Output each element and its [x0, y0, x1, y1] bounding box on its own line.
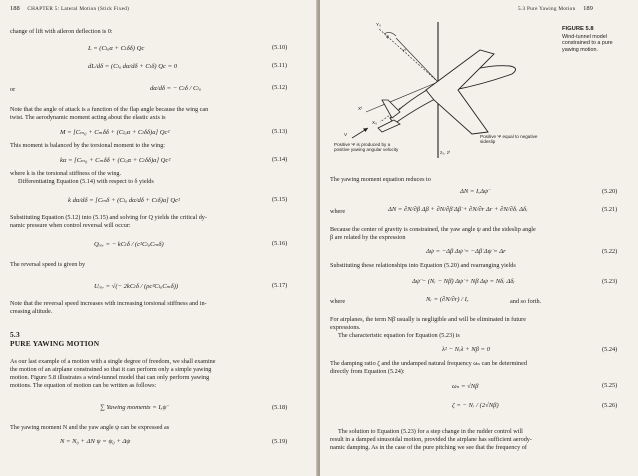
text-line: change of lift with aileron deflection is 0:: [10, 28, 113, 35]
paragraph-line: namic damping. As in the case of the pure pitching we see that the frequency of: [330, 444, 527, 451]
paragraph-line: For airplanes, the term Nβ̇ usually is negligible and will be eliminated in future: [330, 316, 526, 323]
equation-number: (5.13): [272, 128, 288, 135]
text-where: where: [330, 208, 346, 215]
wing-shape: [426, 50, 494, 134]
paragraph-line: result in a damped sinusoidal motion, provided the airplane has sufficient aerody-: [330, 436, 532, 443]
paragraph-line: The reversal speed is given by: [10, 261, 86, 268]
page-number-right: 189: [583, 5, 593, 12]
label-v: V: [344, 132, 348, 137]
page-number-left: 188: [10, 5, 20, 12]
paragraph-line: creasing altitude.: [10, 308, 53, 315]
equation-5-22: Δψ = −Δβ Δψ̇ = −Δβ̇ Δψ̇ = Δr: [426, 248, 506, 255]
section-number: 5.3: [10, 330, 20, 339]
paragraph-line: the motion of an airplane constrained so that it can perform only a simple yawing: [10, 366, 212, 373]
stabilizer-shape: [378, 120, 400, 132]
paragraph-line: Because the center of gravity is constrained, the yaw angle ψ and the sideslip angle: [330, 226, 536, 233]
equation-number: (5.26): [602, 402, 618, 409]
equation-5-24: λ² − Nᵣλ + Nβ = 0: [442, 346, 490, 353]
left-page: [0, 0, 318, 476]
equation-number: (5.10): [272, 44, 288, 51]
note-yawing-velocity: Positive Ψ is produced by a positive yawing angular velocity: [334, 142, 399, 153]
text-or: or: [10, 86, 16, 93]
equation-number: (5.17): [272, 282, 288, 289]
equation-number: (5.23): [602, 278, 618, 285]
paragraph-line: This moment is balanced by the torsional moment to the wing:: [10, 142, 166, 149]
equation-5-21: ΔN = ∂N/∂β Δβ + ∂N/∂β̇ Δβ̇ + ∂N/∂r Δr + ∂N/∂δᵣ Δδᵣ: [388, 206, 528, 213]
paragraph-line: namic pressure when control reversal will occur:: [10, 222, 131, 229]
note-positive-psi: Positive Ψ equal to negative sideslip: [480, 134, 538, 145]
figure-caption: Wind-tunnel model constrained to a pure yawing motion.: [562, 34, 613, 53]
figure-title: FIGURE 5.8: [562, 26, 594, 32]
arrowhead-icon: [363, 128, 368, 132]
right-page: [320, 0, 638, 476]
equation-5-12: dα/dδ = − Cₗδ / Cₗₐ: [150, 85, 201, 92]
equation-number: (5.11): [272, 62, 287, 69]
chapter-title: CHAPTER 5: Lateral Motion (Stick Fixed): [27, 6, 130, 12]
paragraph-line: Differentiating Equation (5.14) with respect to δ yields: [18, 178, 154, 185]
equation-number: (5.16): [272, 240, 288, 247]
equation-5-26: ζ = − Nᵣ / (2√Nβ): [452, 402, 499, 409]
equation-5-23: Δψ̈ − (Nᵣ − Nβ̇) Δψ̇ + Nβ Δψ = Nδᵣ Δδᵣ: [412, 278, 516, 285]
paragraph-line: directly from Equation (5.24):: [330, 368, 405, 375]
equation-number: (5.14): [272, 156, 288, 163]
paragraph-line: Note that the reversal speed increases with increasing torsional stiffness and in-: [10, 300, 207, 307]
equation-number: (5.25): [602, 382, 618, 389]
page-header-right: [518, 5, 593, 12]
paragraph-line: The solution to Equation (5.23) for a step change in the rudder control will: [338, 428, 523, 435]
equation-number: (5.21): [602, 206, 618, 213]
paragraph-line: motions. The equation of motion can be written as follows:: [10, 382, 157, 389]
equation-nr-definition: Nᵣ = (∂N/∂r) / Iₓ: [426, 296, 469, 303]
page-header-left: [10, 5, 129, 12]
paragraph-line: The yawing moment N and the yaw angle ψ can be expressed as: [10, 424, 170, 431]
label-psi: ψ: [386, 34, 390, 39]
equation-number: (5.18): [272, 404, 288, 411]
paragraph-line: expressions.: [330, 324, 361, 331]
axis-line: [396, 38, 438, 82]
label-y0: Y₀: [376, 22, 381, 27]
equation-5-18: ∑ Yawing moments = Iₓψ̈: [100, 404, 167, 411]
text-and-so-forth: and so forth.: [510, 298, 542, 305]
equation-5-15: k dα/dδ = [Cₘδ + (Cₗₐ dα/dδ + Cₗδ)a] Qc²: [68, 197, 180, 204]
equation-number: (5.19): [272, 438, 288, 445]
paragraph-line: Substituting Equation (5.12) into (5.15) and solving for Q yields the critical dy-: [10, 214, 207, 221]
label-yf: Yᶠ: [402, 48, 407, 53]
equation-number: (5.20): [602, 188, 618, 195]
equation-number: (5.12): [272, 84, 288, 91]
equation-number: (5.24): [602, 346, 618, 353]
label-x0: X₀: [372, 120, 377, 125]
equation-5-14: kα = [Cₘ₀ + Cₘδδ + (Cₗₐα + Cₗδδ)a] Qc²: [60, 157, 171, 164]
equation-5-17: Uᵣₑᵥ = √(− 2kCₗδ / (ρc²CₗₐCₘδ)): [94, 283, 179, 290]
equation-5-20: ΔN = IₓΔψ̈: [460, 188, 489, 195]
equation-5-16: Qᵣₑᵥ = − kCₗδ / (c²CₗₐCₘδ): [94, 241, 164, 248]
equation-5-11: dL/dδ = (Cₗₐ dα/dδ + Cₗδ) Qc = 0: [88, 63, 178, 70]
equation-5-13: M = [Cₘ₀ + Cₘδδ + (Cₗₐα + Cₗδδ)a] Qc²: [60, 129, 170, 136]
paragraph-line: The yawing moment equation reduces to: [330, 176, 431, 183]
label-xf: Xᶠ: [358, 106, 363, 111]
equation-number: (5.22): [602, 248, 618, 255]
label-z0: z₀, zᶠ: [440, 150, 451, 155]
equation-5-25: ωₙ = √Nβ: [452, 383, 479, 390]
equation-number: (5.15): [272, 196, 288, 203]
paragraph-line: As our last example of a motion with a single degree of freedom, we shall examine: [10, 358, 216, 365]
paragraph-line: The characteristic equation for Equation (5.23) is: [338, 332, 460, 339]
text-where: where: [330, 298, 346, 305]
paragraph-line: The damping ratio ζ and the undamped natural frequency ωₙ can be determined: [330, 360, 527, 367]
paragraph-line: Substituting these relationships into Equation (5.20) and rearranging yields: [330, 262, 516, 269]
paragraph-line: Note that the angle of attack is a function of the flap angle because the wing can: [10, 106, 209, 113]
section-header: 5.3 Pure Yawing Motion: [518, 6, 576, 12]
paragraph-line: motion. Figure 5.8 illustrates a wind-tunnel model that can only perform yawing: [10, 374, 210, 381]
paragraph-line: β are related by the expression: [330, 234, 406, 241]
section-title: PURE YAWING MOTION: [10, 339, 100, 348]
paragraph-line: where k is the torsional stiffness of the wing.: [10, 170, 122, 177]
equation-5-10: L = (Cₗₐα + Cₗδδ) Qc: [88, 45, 145, 52]
equation-5-19: N = N₀ + ΔN ψ = ψ₀ + Δψ: [60, 438, 131, 445]
paragraph-line: twist. The aerodynamic moment acting about the elastic axis is: [10, 114, 166, 121]
